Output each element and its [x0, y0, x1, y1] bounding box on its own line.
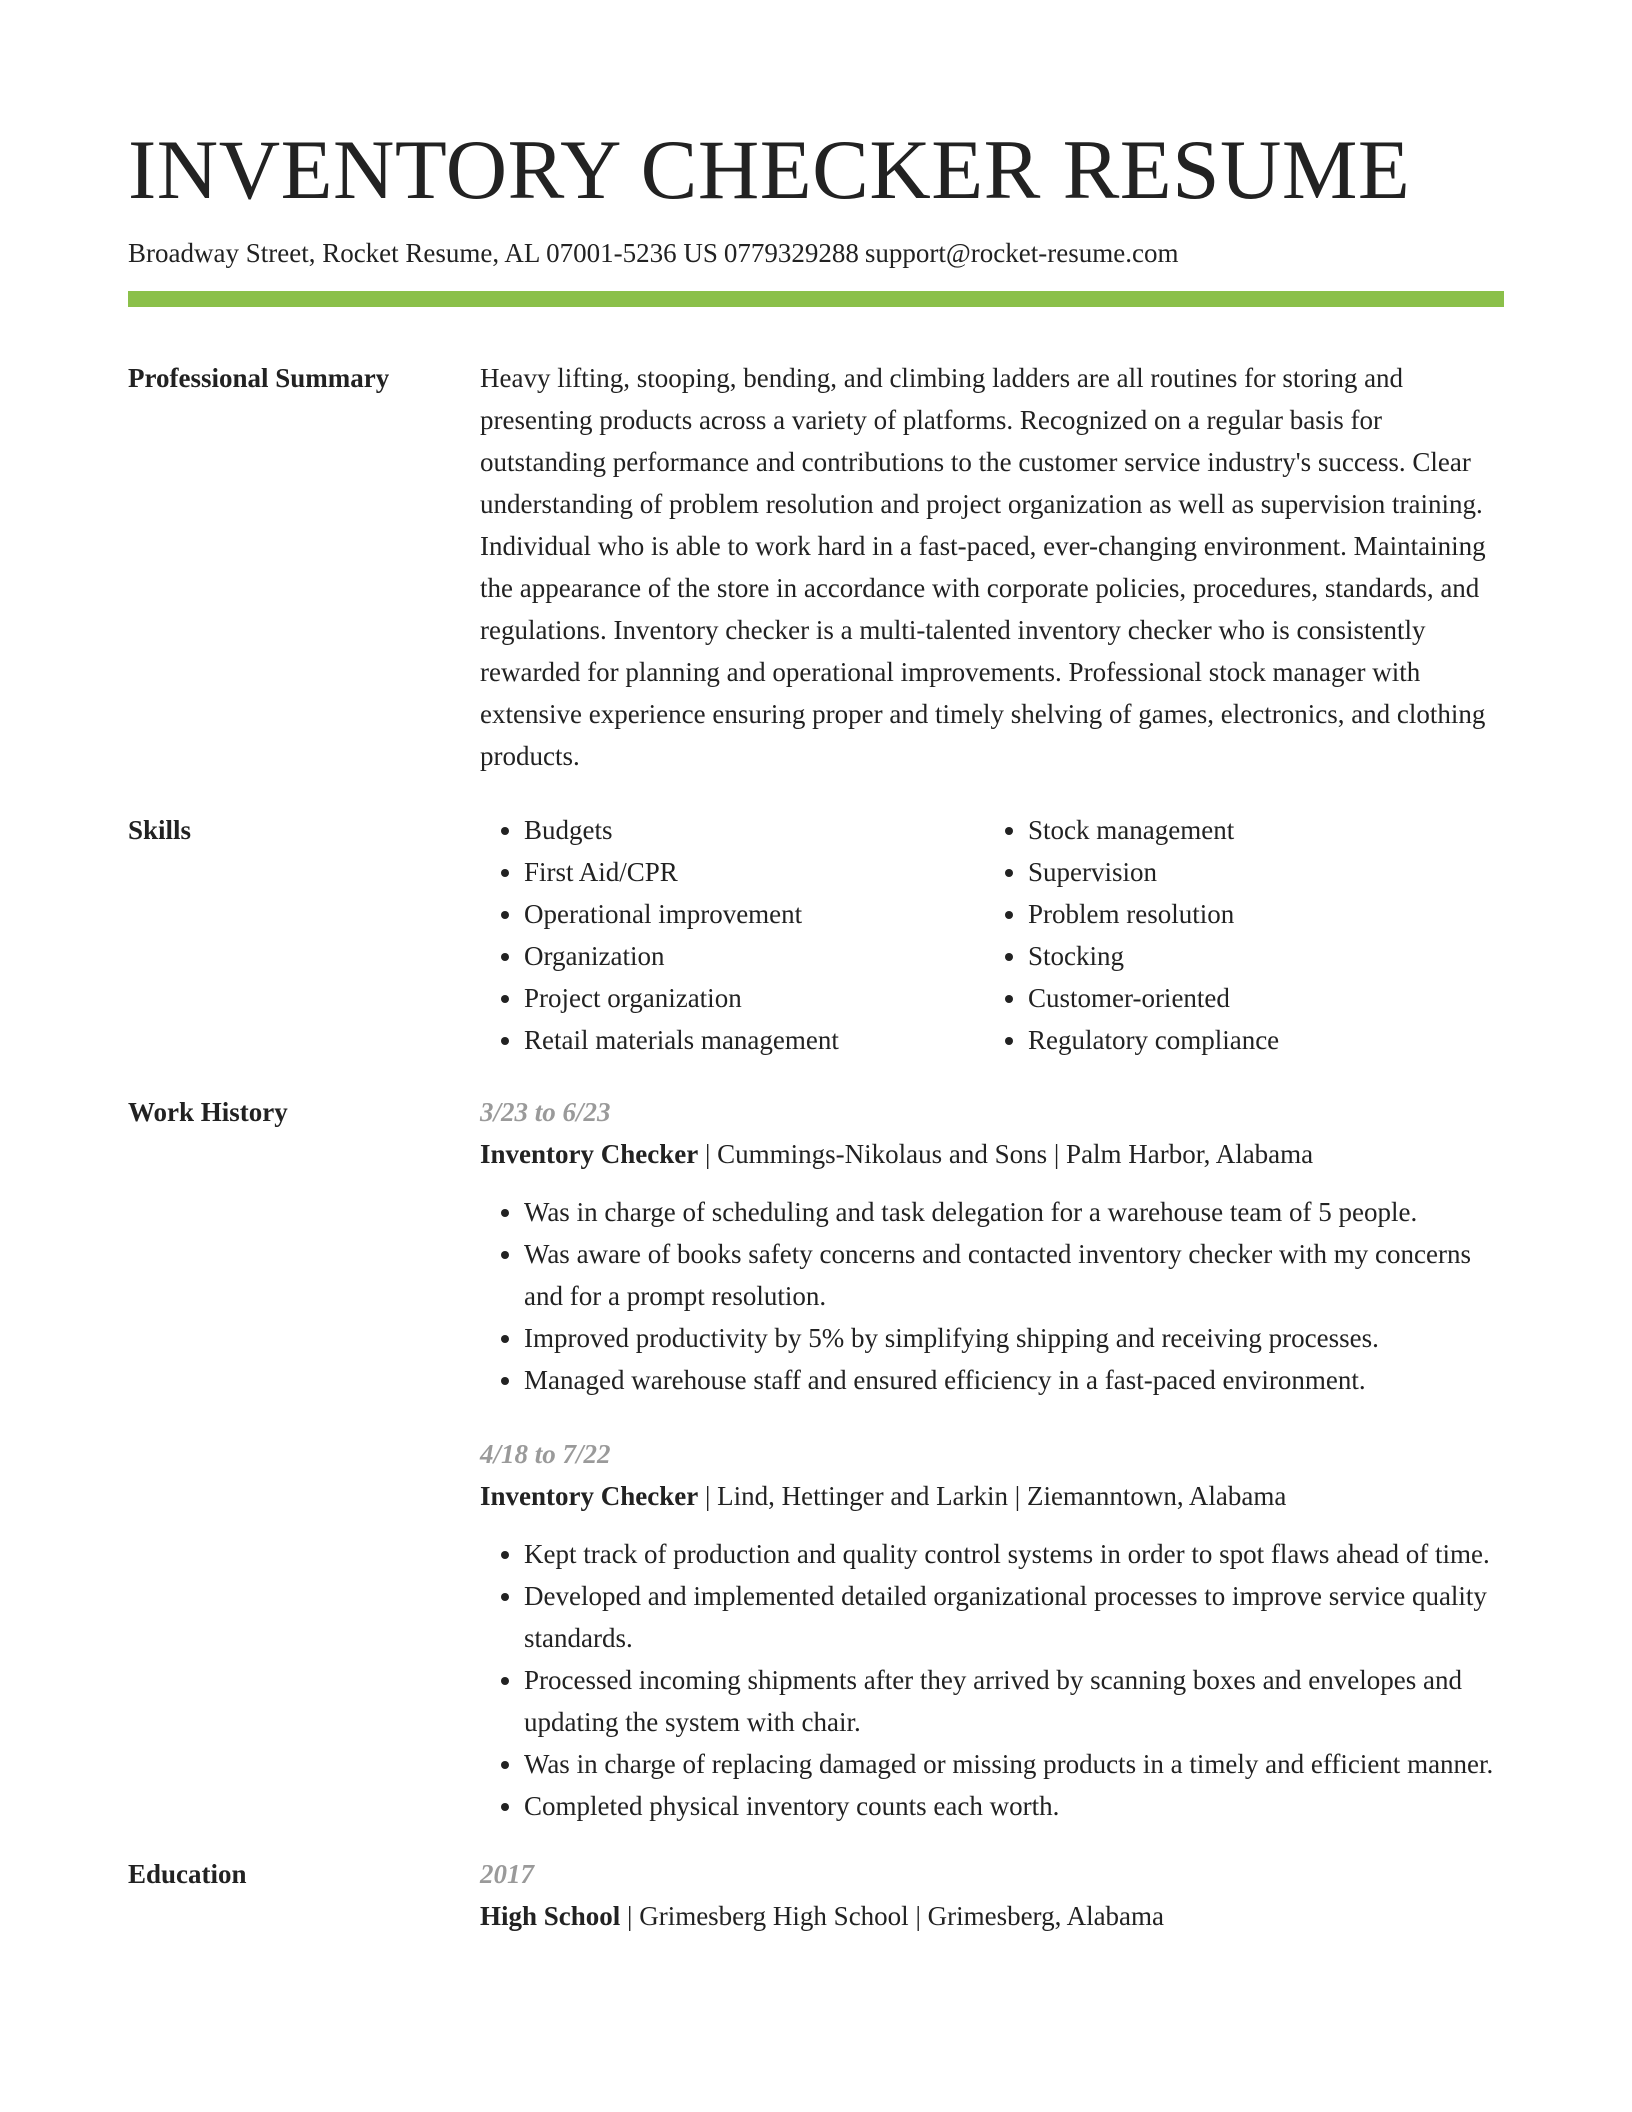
resume-page [128, 0, 1504, 1937]
job-heading: Inventory Checker | Lind, Hettinger and Larkin | Ziemanntown, Alabama [480, 1481, 1287, 1512]
skill-item: • Regulatory compliance [1028, 1019, 1508, 1061]
contact-address: Broadway Street, Rocket Resume, AL 07001-5236 US [128, 238, 718, 268]
job-title: Inventory Checker [480, 1139, 699, 1170]
work-history-body [480, 1091, 1504, 1827]
summary-section [128, 357, 1504, 777]
education-label: Education [128, 1859, 247, 1890]
contact-email: support@rocket-resume.com [864, 238, 1179, 268]
skill-item: • Project organization [524, 977, 984, 1019]
header-divider [128, 291, 1504, 307]
resume-title: INVENTORY CHECKER RESUME [128, 123, 1411, 217]
job-entry [480, 1091, 1504, 1401]
skill-item: • Problem resolution [1028, 893, 1508, 935]
job-heading: Inventory Checker | Cummings-Nikolaus and Sons | Palm Harbor, Alabama [480, 1139, 1314, 1170]
contact-line [128, 237, 1504, 269]
skills-list-left [480, 809, 984, 1061]
skills-list-right [984, 809, 1508, 1061]
job-location: Palm Harbor, Alabama [1066, 1139, 1314, 1170]
job-title: Inventory Checker [480, 1481, 699, 1512]
job-bullet: • Kept track of production and quality control systems in order to spot flaws ahead of time. [524, 1533, 1504, 1575]
contact-phone: 0779329288 [723, 238, 859, 268]
job-dates: 4/18 to 7/22 [480, 1439, 611, 1470]
skill-item: • First Aid/CPR [524, 851, 984, 893]
education-degree: High School [480, 1901, 621, 1932]
job-bullet: • Was aware of books safety concerns and contacted inventory checker with my concerns and for a prompt resolution. [524, 1233, 1504, 1317]
skills-section [128, 809, 1504, 1061]
education-section [128, 1853, 1504, 1937]
skill-item: • Retail materials management [524, 1019, 984, 1061]
education-year: 2017 [480, 1859, 534, 1890]
skill-item: • Stock management [1028, 809, 1508, 851]
job-dates: 3/23 to 6/23 [480, 1097, 611, 1128]
job-bullet: • Improved productivity by 5% by simplifying shipping and receiving processes. [524, 1317, 1504, 1359]
job-bullet: • Was in charge of replacing damaged or missing products in a timely and efficient manner. [524, 1743, 1504, 1785]
job-bullet: • Completed physical inventory counts each worth. [524, 1785, 1504, 1827]
job-bullet: • Processed incoming shipments after they arrived by scanning boxes and envelopes and updating the system with chair. [524, 1659, 1504, 1743]
job-bullet: • Developed and implemented detailed organizational processes to improve service quality standards. [524, 1575, 1504, 1659]
skill-item: • Stocking [1028, 935, 1508, 977]
skill-item: • Customer-oriented [1028, 977, 1508, 1019]
work-history-section [128, 1091, 1504, 1827]
work-history-label: Work History [128, 1097, 288, 1128]
job-location: Ziemanntown, Alabama [1026, 1481, 1287, 1512]
skill-item: • Supervision [1028, 851, 1508, 893]
skills-label: Skills [128, 815, 192, 846]
summary-label: Professional Summary [128, 363, 390, 394]
skill-item: • Budgets [524, 809, 984, 851]
job-bullets [480, 1191, 1504, 1401]
job-bullets [480, 1533, 1504, 1827]
job-company: Lind, Hettinger and Larkin [717, 1481, 1009, 1512]
education-school: Grimesberg High School [639, 1901, 909, 1932]
job-bullet: • Managed warehouse staff and ensured efficiency in a fast-paced environment. [524, 1359, 1504, 1401]
education-body [480, 1853, 1504, 1937]
job-bullet: • Was in charge of scheduling and task delegation for a warehouse team of 5 people. [524, 1191, 1504, 1233]
skills-columns [480, 809, 1504, 1061]
summary-text: Heavy lifting, stooping, bending, and climbing ladders are all routines for storing and presenting products across a variety of platforms. Recognized on a regular basis for outstanding performance and contributions to the customer service industry's success. Clear understanding of problem resolution and project organization as well as supervision training. Individual who is able to work hard in a fast-paced, ever-changing environment. Maintaining the appearance of the store in accordance with corporate policies, procedures, standards, and regulations. Inventory checker is a multi-talented inventory checker who is consistently rewarded for planning and operational improvements. Professional stock manager with extensive experience ensuring proper and timely shelving of games, electronics, and clothing products. [480, 363, 1486, 772]
job-company: Cummings-Nikolaus and Sons [717, 1139, 1048, 1170]
education-heading: High School | Grimesberg High School | Grimesberg, Alabama [480, 1901, 1165, 1932]
skill-item: • Organization [524, 935, 984, 977]
education-location: Grimesberg, Alabama [927, 1901, 1165, 1932]
job-entry [480, 1433, 1504, 1827]
skill-item: • Operational improvement [524, 893, 984, 935]
